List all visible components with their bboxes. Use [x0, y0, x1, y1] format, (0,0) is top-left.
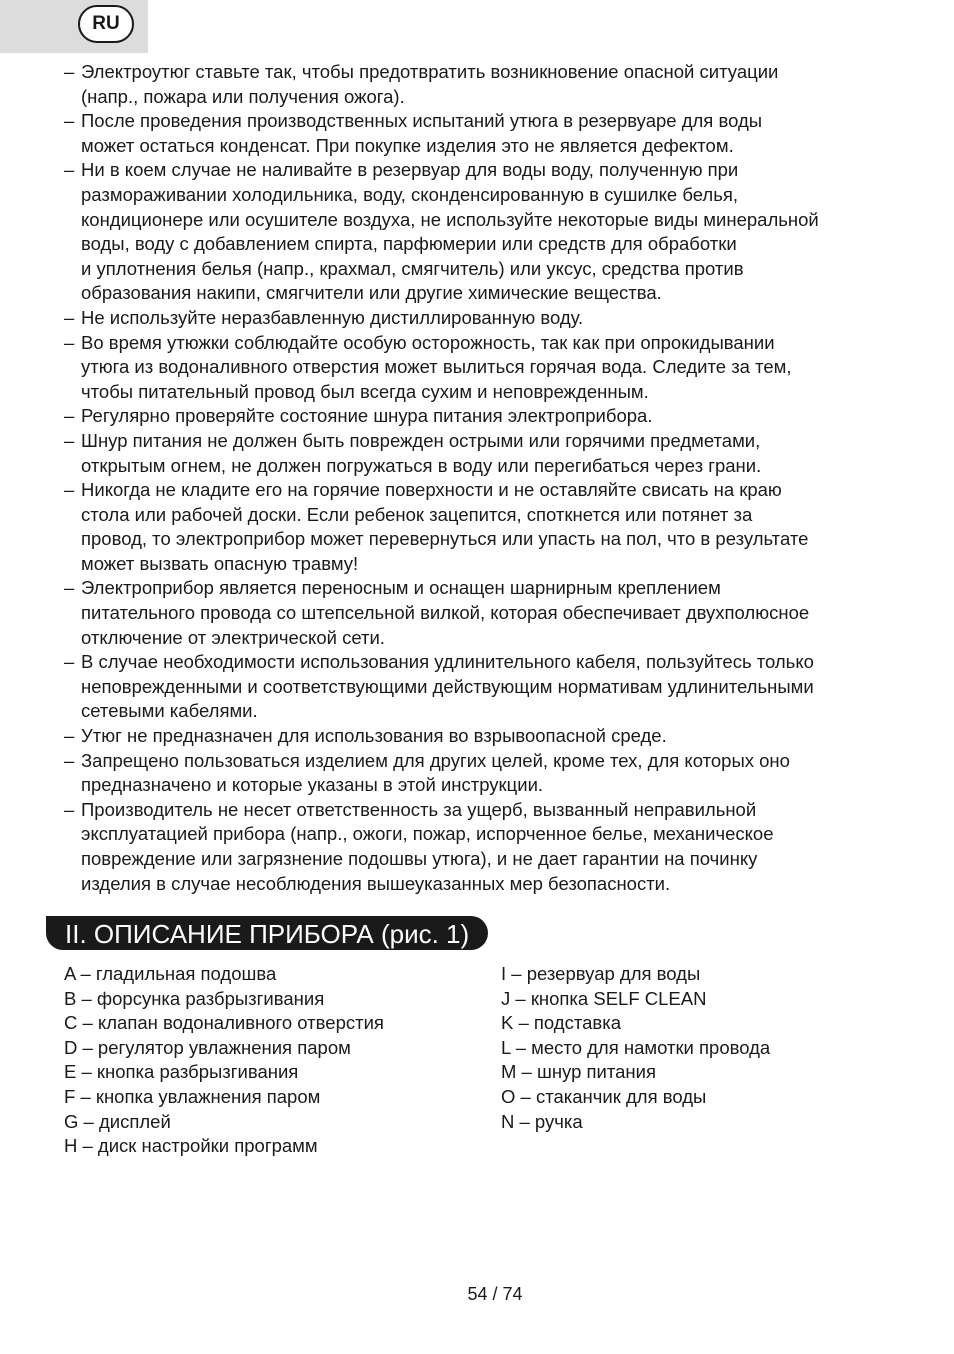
safety-item-text: предназначено и которые указаны в этой инструкции. — [81, 774, 544, 796]
safety-item-text: Производитель не несет ответственность за ущерб, вызванный неправильной — [81, 798, 757, 820]
part-item: N – ручка — [501, 1110, 583, 1132]
safety-item-text: питательного провода со штепсельной вилкой, которая обеспечивает двухполюсное — [81, 602, 810, 624]
safety-item-text: эксплуатацией прибора (напр., ожоги, пожар, испорченное белье, механическое — [81, 823, 774, 845]
section-title: II. ОПИСАНИЕ ПРИБОРА (рис. 1) — [46, 916, 488, 950]
safety-item — [64, 749, 914, 798]
safety-item-text: образования накипи, смягчители или другие химические вещества. — [81, 282, 662, 304]
safety-item — [64, 650, 914, 724]
list-dash: – — [64, 159, 75, 181]
safety-item-text: отключение от электрической сети. — [81, 626, 385, 648]
page-number: 54 / 74 — [467, 1284, 523, 1304]
parts-list-right — [501, 962, 770, 1134]
safety-item-text: Запрещено пользоваться изделием для других целей, кроме тех, для которых оно — [81, 749, 790, 771]
safety-instructions-list — [64, 60, 914, 896]
safety-item-text: утюга из водоналивного отверстия может вылиться горячая вода. Следите за тем, — [81, 356, 792, 378]
part-item: M – шнур питания — [501, 1061, 656, 1083]
part-item: B – форсунка разбрызгивания — [64, 987, 325, 1009]
list-dash: – — [64, 110, 75, 132]
safety-item-text: размораживании холодильника, воду, сконденсированную в сушилке белья, — [81, 183, 738, 205]
list-dash: – — [64, 306, 75, 328]
safety-item — [64, 109, 914, 158]
part-item: E – кнопка разбрызгивания — [64, 1061, 299, 1083]
safety-item-text: неповрежденными и соответствующими действующим нормативам удлинительными — [81, 675, 814, 697]
safety-item-text: Никогда не кладите его на горячие поверхности и не оставляйте свисать на краю — [81, 479, 782, 501]
safety-item — [64, 404, 914, 429]
language-tab — [0, 0, 148, 53]
safety-item-text: изделия в случае несоблюдения вышеуказанных мер безопасности. — [81, 872, 671, 894]
safety-item-text: (напр., пожара или получения ожога). — [81, 85, 405, 107]
safety-item — [64, 429, 914, 478]
safety-item — [64, 798, 914, 896]
list-dash: – — [64, 798, 75, 820]
list-dash: – — [64, 331, 75, 353]
part-item: C – клапан водоналивного отверстия — [64, 1012, 384, 1034]
safety-item-text: чтобы питательный провод был всегда сухим и неповрежденным. — [81, 380, 649, 402]
safety-item-text: Во время утюжки соблюдайте особую осторожность, так как при опрокидывании — [81, 331, 775, 353]
part-item: O – стаканчик для воды — [501, 1085, 707, 1107]
safety-item-text: провод, то электроприбор может перевернуться или упасть на пол, что в результате — [81, 528, 809, 550]
safety-item — [64, 331, 914, 405]
safety-item-text: Утюг не предназначен для использования во взрывоопасной среде. — [81, 725, 667, 747]
safety-item-text: и уплотнения белья (напр., крахмал, смягчитель) или уксус, средства против — [81, 257, 744, 279]
list-dash: – — [64, 429, 75, 451]
safety-item-text: Электроприбор является переносным и оснащен шарнирным креплением — [81, 577, 721, 599]
list-dash: – — [64, 577, 75, 599]
safety-item-text: Ни в коем случае не наливайте в резервуар для воды воду, полученную при — [81, 159, 739, 181]
list-dash: – — [64, 749, 75, 771]
safety-item-text: Шнур питания не должен быть поврежден острыми или горячими предметами, — [81, 429, 761, 451]
part-item: I – резервуар для воды — [501, 963, 701, 984]
safety-item-text: может остаться конденсат. При покупке изделия это не является дефектом. — [81, 134, 734, 156]
list-dash: – — [64, 725, 75, 747]
part-item: K – подставка — [501, 1012, 622, 1034]
safety-item-text: повреждение или загрязнение подошвы утюга), и не дает гарантии на починку — [81, 848, 758, 869]
safety-item-text: Не используйте неразбавленную дистиллированную воду. — [81, 306, 584, 328]
part-item: A – гладильная подошва — [64, 963, 277, 984]
safety-item — [64, 158, 914, 306]
safety-item — [64, 576, 914, 650]
part-item: G – дисплей — [64, 1110, 171, 1132]
part-item: D – регулятор увлажнения паром — [64, 1036, 351, 1058]
part-item: H – диск настройки программ — [64, 1135, 318, 1157]
safety-item — [64, 724, 914, 749]
parts-list-left — [64, 962, 384, 1159]
list-dash: – — [64, 651, 75, 673]
safety-item-text: может вызвать опасную травму! — [81, 552, 359, 574]
safety-item-text: воды, воду с добавлением спирта, парфюмерии или средств для обработки — [81, 233, 737, 255]
safety-item-text: кондиционере или осушителе воздуха, не используйте некоторые виды минеральной — [81, 208, 819, 230]
safety-item-text: Электроутюг ставьте так, чтобы предотвратить возникновение опасной ситуации — [81, 61, 779, 82]
safety-item-text: сетевыми кабелями. — [81, 700, 258, 722]
safety-item-text: В случае необходимости использования удлинительного кабеля, пользуйтесь только — [81, 651, 814, 673]
list-dash: – — [64, 479, 75, 501]
part-item: L – место для намотки провода — [501, 1036, 771, 1058]
safety-item-text: открытым огнем, не должен погружаться в воду или перегибаться через грани. — [81, 454, 762, 476]
part-item: J – кнопка SELF CLEAN — [501, 987, 707, 1009]
safety-item — [64, 306, 914, 331]
safety-item-text: После проведения производственных испытаний утюга в резервуаре для воды — [81, 110, 763, 132]
safety-item-text: Регулярно проверяйте состояние шнура питания электроприбора. — [81, 405, 653, 427]
safety-item-text: стола или рабочей доски. Если ребенок зацепится, споткнется или потянет за — [81, 503, 753, 525]
safety-item — [64, 60, 914, 109]
language-badge: RU — [78, 5, 134, 43]
list-dash: – — [64, 405, 75, 427]
part-item: F – кнопка увлажнения паром — [64, 1085, 321, 1107]
list-dash: – — [64, 61, 75, 82]
safety-item — [64, 478, 914, 576]
